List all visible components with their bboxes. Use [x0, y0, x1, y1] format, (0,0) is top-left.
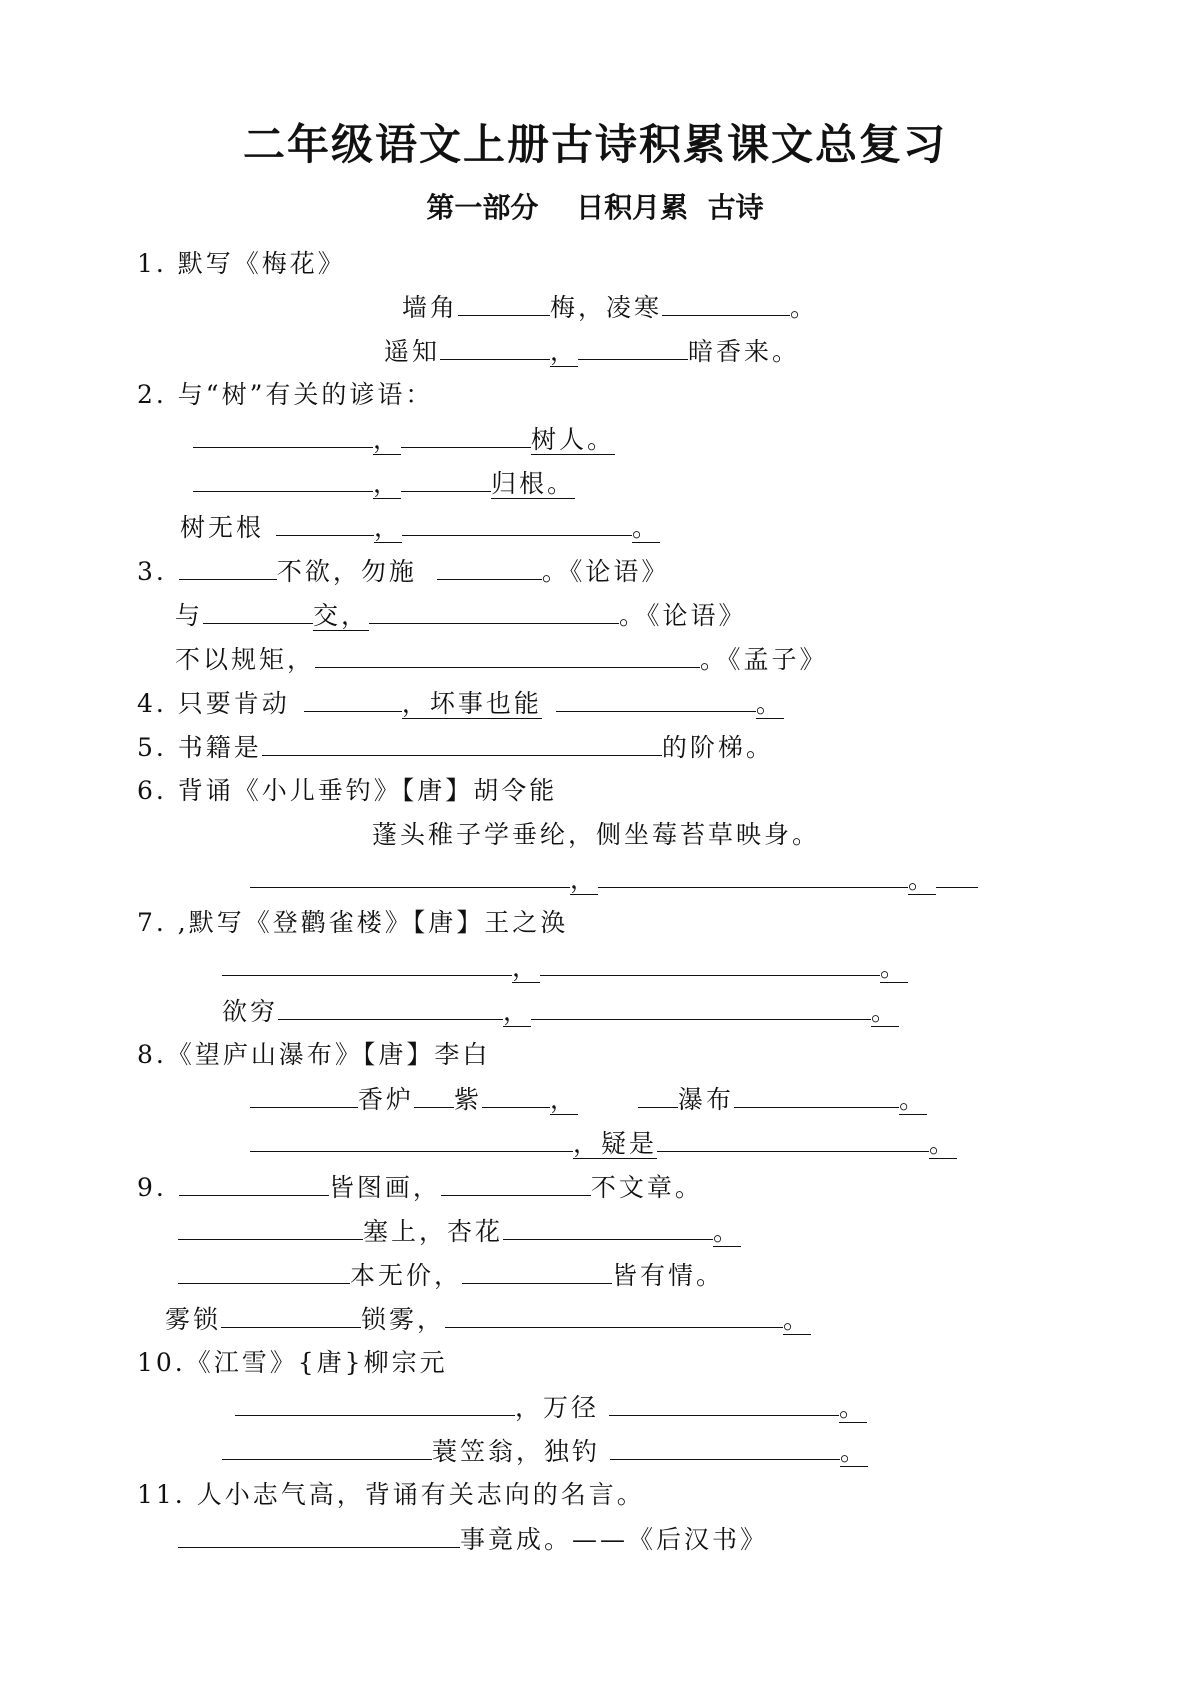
answer-blank[interactable]	[401, 465, 491, 492]
answer-blank[interactable]	[235, 1389, 515, 1416]
answer-blank[interactable]	[250, 1081, 358, 1108]
answer-blank[interactable]	[440, 333, 550, 360]
answer-blank[interactable]	[556, 685, 756, 712]
answer-blank[interactable]	[262, 729, 662, 756]
answer-blank[interactable]	[250, 861, 570, 888]
answer-blank[interactable]	[540, 949, 880, 976]
answer-blank[interactable]	[657, 1125, 929, 1152]
answer-blank[interactable]	[222, 1433, 432, 1460]
answer-blank[interactable]	[402, 509, 632, 536]
question-2-heading: 2. 与“树”有关的谚语：	[137, 380, 434, 409]
answer-blank[interactable]	[193, 421, 373, 448]
answer-blank[interactable]	[609, 1389, 839, 1416]
answer-blank[interactable]	[578, 333, 688, 360]
answer-blank[interactable]	[662, 289, 790, 316]
answer-blank[interactable]	[936, 861, 978, 888]
answer-blank[interactable]	[278, 993, 503, 1020]
answer-blank[interactable]	[193, 465, 373, 492]
answer-blank[interactable]	[250, 1125, 573, 1152]
question-2-line-3: 树无根 ， 。	[180, 509, 660, 546]
question-2-line-1: ， 树人。	[193, 421, 615, 458]
answer-blank[interactable]	[414, 1081, 454, 1108]
answer-blank[interactable]	[503, 1213, 713, 1240]
question-7-line-1: ， 。	[222, 949, 908, 986]
question-5: 5. 书籍是 的阶梯。	[137, 729, 774, 766]
answer-blank[interactable]	[178, 1213, 363, 1240]
answer-blank[interactable]	[178, 1521, 460, 1548]
question-7-line-2: 欲穷 ， 。	[222, 993, 899, 1030]
question-6-poem-line: 蓬头稚子学垂纶，侧坐莓苔草映身。	[372, 820, 821, 849]
answer-blank[interactable]	[598, 861, 908, 888]
question-6-heading: 6. 背诵《小儿垂钓》【唐】胡令能	[137, 776, 558, 805]
answer-blank[interactable]	[458, 289, 550, 316]
answer-blank[interactable]	[531, 993, 871, 1020]
answer-blank[interactable]	[437, 553, 542, 580]
question-8-line-2: ，疑是 。	[250, 1125, 957, 1162]
question-6-line-1: ， 。	[250, 861, 978, 898]
page-title: 二年级语文上册古诗积累课文总复习	[242, 120, 947, 169]
question-10-line-1: ，万径 。	[235, 1389, 867, 1426]
answer-blank[interactable]	[369, 597, 619, 624]
answer-blank[interactable]	[178, 1257, 350, 1284]
answer-blank[interactable]	[276, 509, 374, 536]
question-3-line-2: 与 交， 。《论语》	[175, 597, 747, 634]
question-9-line-4: 雾锁 锁雾， 。	[165, 1301, 811, 1338]
question-1-heading: 1. 默写《梅花》	[137, 249, 346, 278]
answer-blank[interactable]	[610, 1433, 840, 1460]
answer-blank[interactable]	[304, 685, 402, 712]
answer-blank[interactable]	[179, 1169, 329, 1196]
answer-blank[interactable]	[445, 1301, 783, 1328]
question-1-line-2: 遥知 ， 暗香来。	[384, 333, 800, 370]
answer-blank[interactable]	[179, 553, 277, 580]
answer-blank[interactable]	[401, 421, 531, 448]
question-3-line-1: 3. 不欲，勿施 。《论语》	[137, 553, 669, 590]
answer-blank[interactable]	[462, 1257, 612, 1284]
question-8-heading: 8.《望庐山瀑布》【唐】李白	[137, 1040, 491, 1069]
question-3-line-3: 不以规矩， 。《孟子》	[175, 641, 828, 678]
answer-blank[interactable]	[315, 641, 700, 668]
question-9-line-2: 塞上，杏花 。	[178, 1213, 741, 1250]
question-8-line-1: 香炉 紫 ， 瀑布 。	[250, 1081, 927, 1118]
answer-blank[interactable]	[222, 949, 512, 976]
answer-blank[interactable]	[638, 1081, 678, 1108]
question-11-heading: 11. 人小志气高，背诵有关志向的名言。	[137, 1480, 645, 1509]
question-10-heading: 10.《江雪》{唐}柳宗元	[137, 1348, 448, 1377]
answer-blank[interactable]	[734, 1081, 899, 1108]
answer-blank[interactable]	[203, 597, 313, 624]
answer-blank[interactable]	[221, 1301, 361, 1328]
question-1-line-1: 墙角 梅，凌寒 。	[402, 289, 818, 326]
question-4: 4. 只要肯动 ，坏事也能 。	[137, 685, 784, 722]
question-10-line-2: 蓑笠翁，独钓 。	[222, 1433, 868, 1470]
question-9-line-1: 9. 皆图画， 不文章。	[137, 1169, 703, 1206]
section-subtitle: 第一部分 日积月累 古诗	[426, 191, 764, 224]
question-11-line-1: 事竟成。——《后汉书》	[178, 1521, 768, 1558]
question-9-line-3: 本无价， 皆有情。	[178, 1257, 724, 1294]
answer-blank[interactable]	[482, 1081, 550, 1108]
question-7-heading: 7. ,默写《登鹳雀楼》【唐】王之涣	[137, 908, 569, 937]
answer-blank[interactable]	[441, 1169, 591, 1196]
question-2-line-2: ， 归根。	[193, 465, 575, 502]
